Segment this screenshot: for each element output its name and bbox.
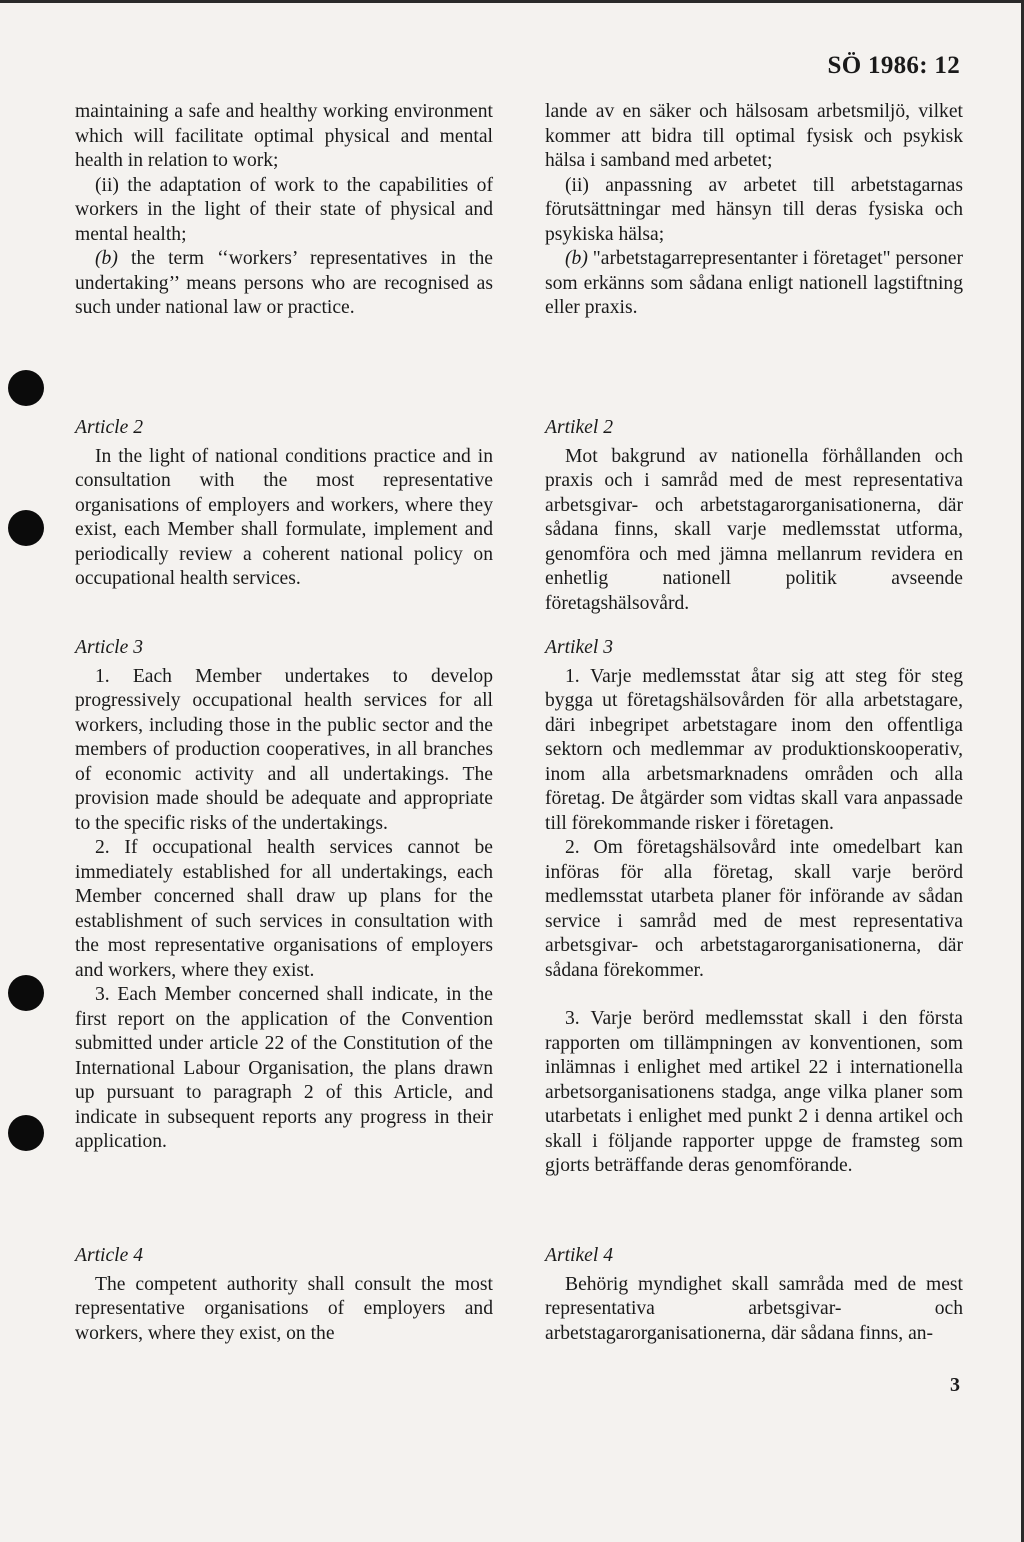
english-item-b: [75, 247, 493, 321]
swedish-art4-text: Behörig myndighet skall samråda med de mest representativa arbetsgivar- och arbetstagarorganisationerna, där sådana finns, an-: [545, 1273, 963, 1344]
swedish-intro-block: [545, 100, 963, 321]
english-article-2: [75, 416, 493, 592]
english-item-b-text: the term ‘‘workers’ representatives in the undertaking’’ means persons who are recognised as such under national law or practice.: [75, 248, 493, 318]
english-art4-heading: Article 4: [75, 1245, 144, 1266]
english-item-b-label: (b): [95, 248, 118, 269]
swedish-item-b-label: (b): [565, 248, 588, 269]
swedish-art3-p3: 3. Varje berörd medlemsstat skall i den första rapporten om tillämpningen av konventionen, som inlämnas i enlighet med artikel 22 i internationella arbetsorganisationens stadga, ange vilka planer som utarbetats i enlighet med punkt 2 i denna artikel och skall i följande rapporter uppge de framsteg som gjorts beträffande deras genomförande.: [545, 1008, 963, 1176]
swedish-item-b: [545, 247, 963, 321]
swedish-art2-text: Mot bakgrund av nationella förhållanden och praxis och i samråd med de mest representativa arbetsgivar- och arbetstagarorganisationerna, där sådana finns, skall varje medlemsstat utforma, genomföra och med jämna mellanrum revidera en enhetlig nationell politik avseende företagshälsovård.: [545, 445, 963, 614]
document-reference: SÖ 1986: 12: [827, 52, 960, 79]
english-item-ii: (ii) the adaptation of work to the capabilities of workers in the light of their state of physical and mental health;: [75, 174, 493, 245]
english-art4-text: The competent authority shall consult the most representative organisations of employers and workers, where they exist, on the: [75, 1273, 493, 1344]
english-article-3: [75, 636, 493, 1155]
swedish-article-4: [545, 1244, 963, 1346]
page-top-edge: [0, 0, 1024, 3]
page-number: 3: [950, 1374, 960, 1396]
swedish-article-2: [545, 416, 963, 616]
english-art3-p1: 1. Each Member undertakes to develop progressively occupational health services for all workers, including those in the public sector and the members of production cooperatives, in all branches of economic activity and all undertakings. The provision made should be adequate and appropriate to the specific risks of the undertakings.: [75, 665, 493, 834]
english-art3-p3: 3. Each Member concerned shall indicate, in the first report on the application of the Convention submitted under article 22 of the Constitution of the International Labour Organisation, the plans drawn up pursuant to paragraph 2 of this Article, and indicate in subsequent reports any progress in their application.: [75, 984, 493, 1152]
english-art3-heading: Article 3: [75, 637, 144, 658]
swedish-art3-heading: Artikel 3: [545, 637, 614, 658]
swedish-art3-p2: 2. Om företagshälsovård inte omedelbart kan införas för alla företag, skall varje berörd medlemsstat utarbeta planer för införande av sådan service i samråd med de mest representativa arbetsgivar- och arbetstagarorganisationerna, där sådana förekommer.: [545, 837, 963, 981]
english-art2-heading: Article 2: [75, 417, 144, 438]
swedish-item-b-text: "arbetstagarrepresentanter i företaget" personer som erkänns som sådana enligt nationell lagstiftning eller praxis.: [545, 248, 963, 318]
english-intro-block: [75, 100, 493, 321]
binder-hole: [8, 1115, 44, 1151]
swedish-art4-heading: Artikel 4: [545, 1245, 614, 1266]
english-article-4: [75, 1244, 493, 1346]
english-art2-text: In the light of national conditions practice and in consultation with the most representative organisations of employers and workers, where they exist, each Member shall formulate, implement and periodically review a coherent national policy on occupational health services.: [75, 445, 493, 589]
swedish-art2-heading: Artikel 2: [545, 417, 614, 438]
english-intro: maintaining a safe and healthy working environment which will facilitate optimal physical and mental health in relation to work;: [75, 101, 493, 171]
english-art3-p2: 2. If occupational health services cannot be immediately established for all undertakings, each Member concerned shall draw up plans for the establishment of such services in consultation with the most representative organisations of employers and workers, where they exist.: [75, 837, 493, 981]
binder-hole: [8, 975, 44, 1011]
binder-hole: [8, 510, 44, 546]
binder-hole: [8, 370, 44, 406]
swedish-item-ii: (ii) anpassning av arbetet till arbetstagarnas förutsättningar med hänsyn till deras fysiska och psykiska hälsa;: [545, 174, 963, 245]
swedish-art3-p1: 1. Varje medlemsstat åtar sig att steg för steg bygga ut företagshälsovården för alla arbetstagare, däri inbegripet arbetstagare inom den offentliga sektorn och medlemmar av produktionskooperativ, inom alla arbetsmarknadens områden och alla företag. De åtgärder som vidtas skall vara anpassade till förekommande risker i företagen.: [545, 665, 963, 834]
swedish-article-3: [545, 636, 963, 1179]
swedish-intro: lande av en säker och hälsosam arbetsmiljö, vilket kommer att bidra till optimal fysisk och psykisk hälsa i samband med arbetet;: [545, 101, 963, 171]
